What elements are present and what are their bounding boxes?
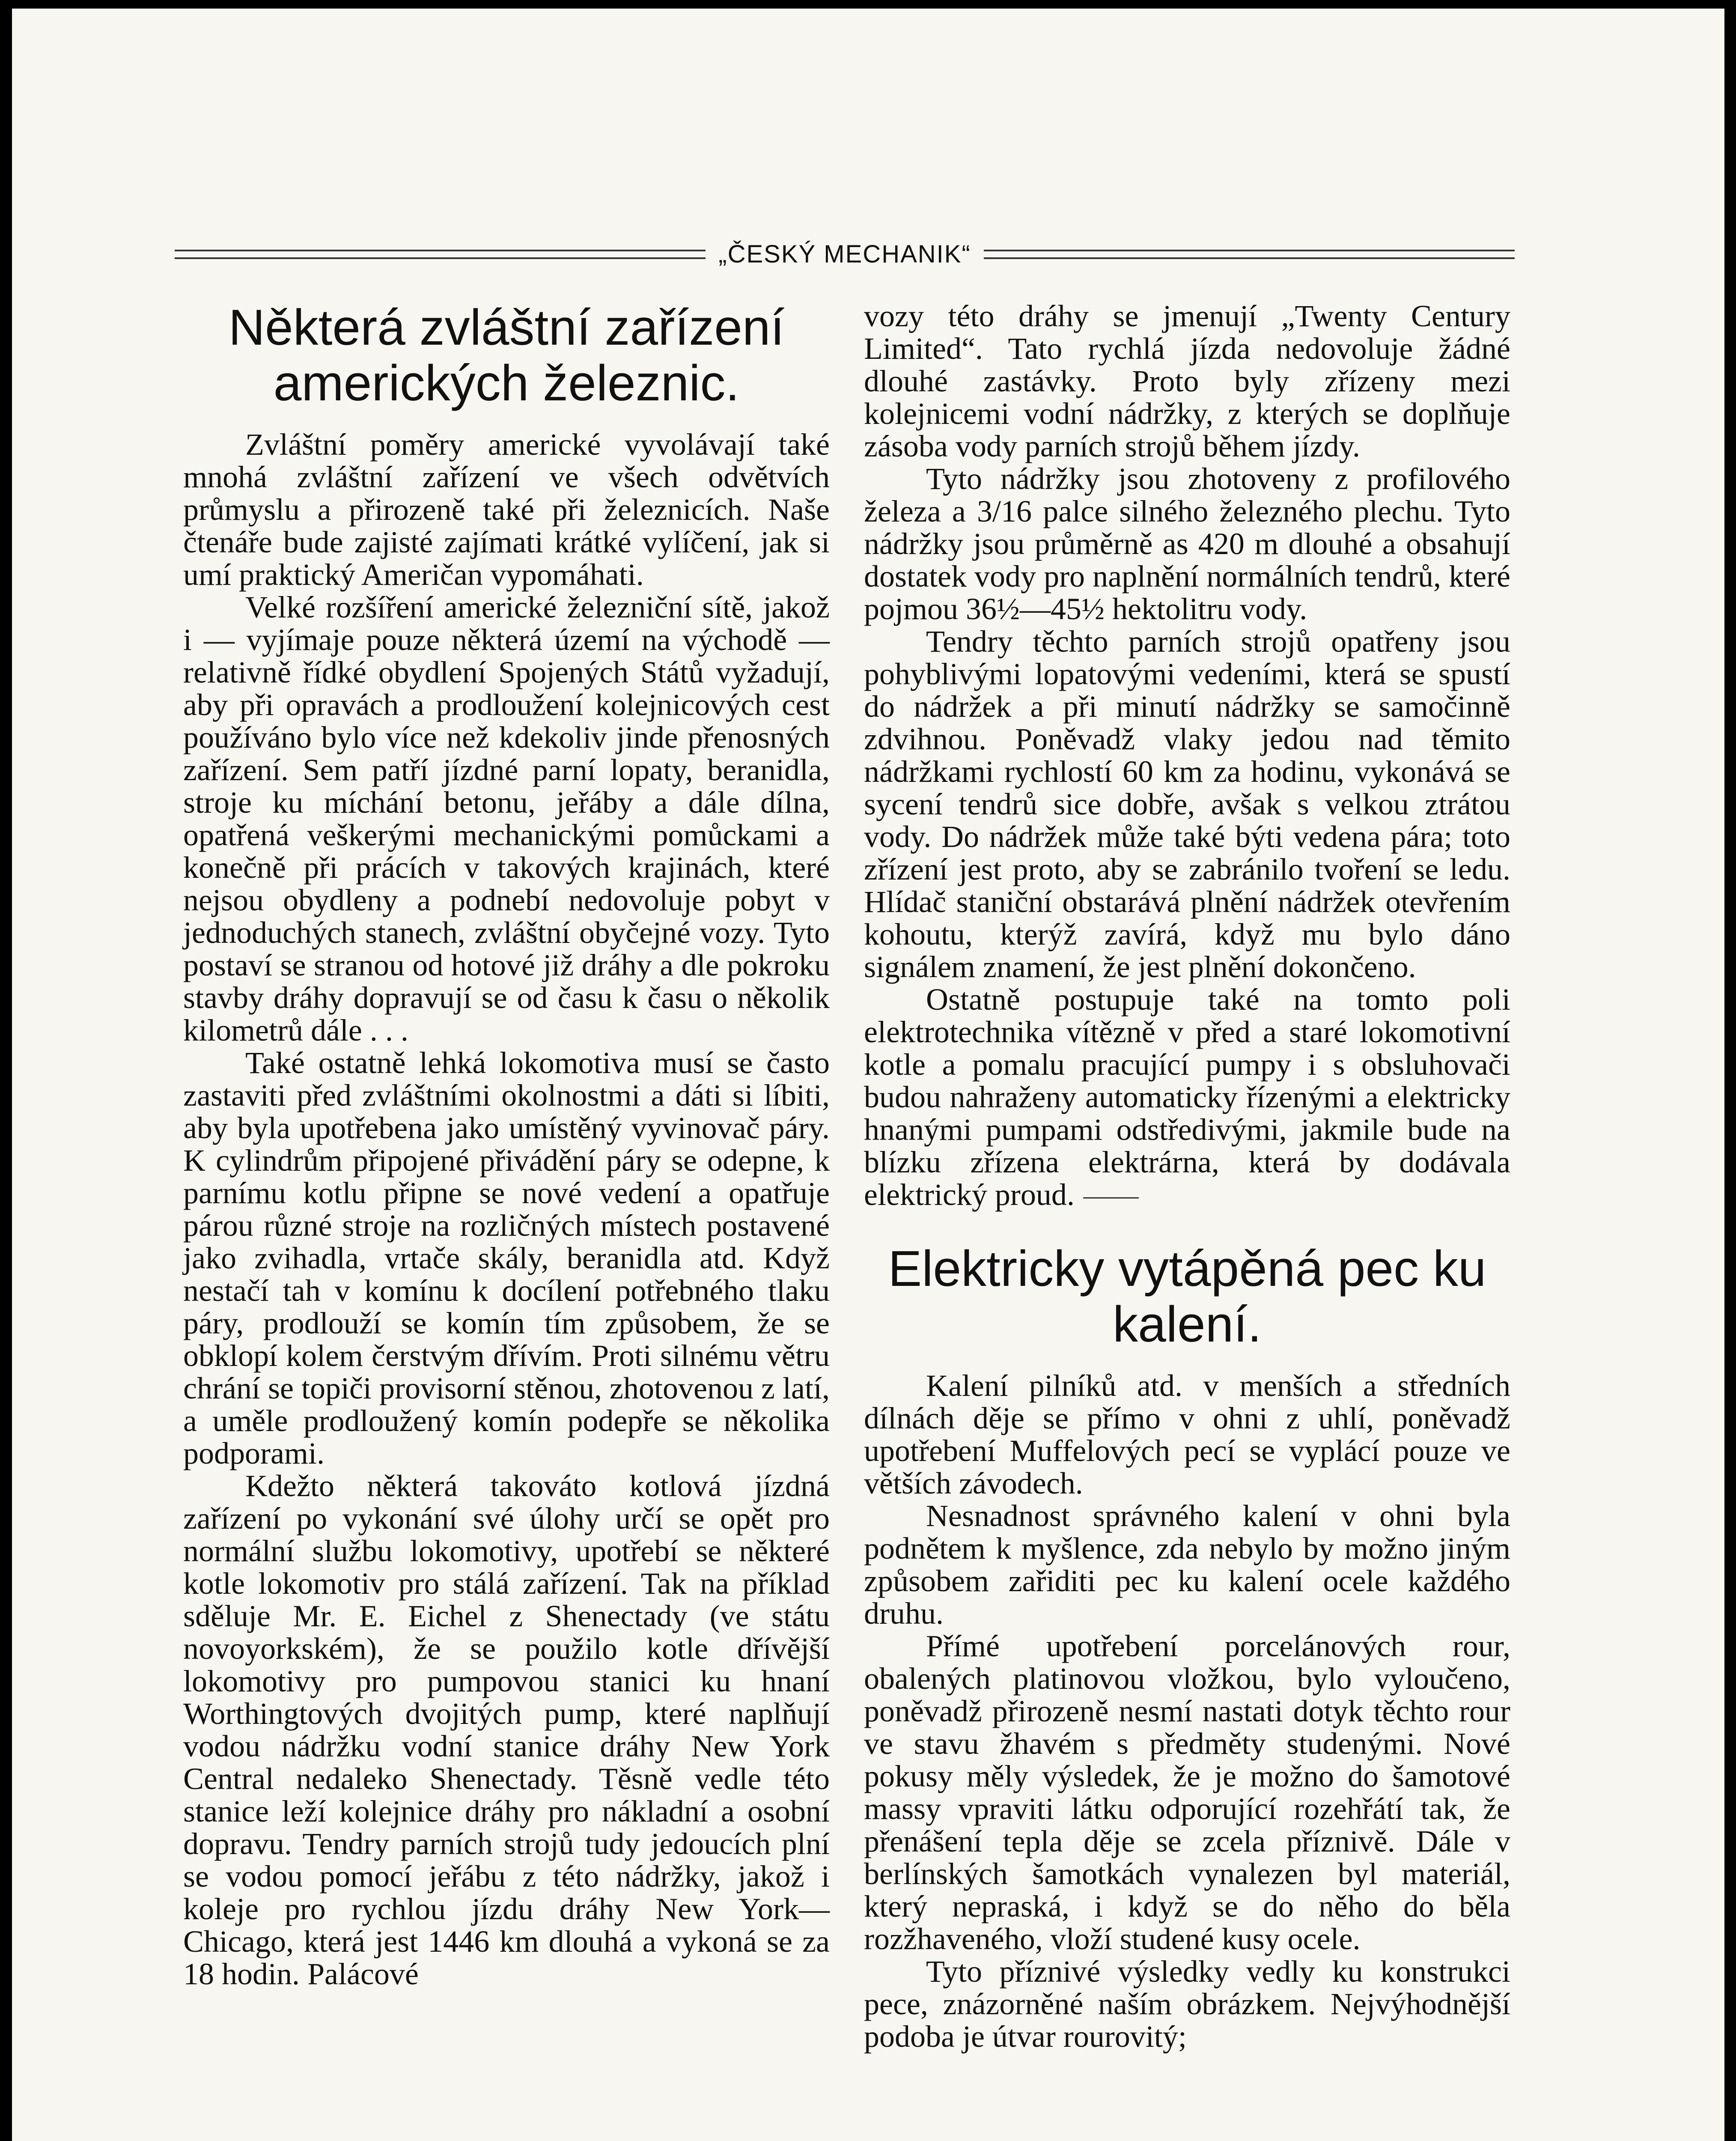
header-rule-right [984, 250, 1515, 259]
article2-title: Elektricky vytápěná pec ku kalení. [888, 1240, 1486, 1353]
article1-paragraph-3: Také ostatně lehká lokomotiva musí se často zastaviti před zvláštními okolnostmi a dáti si líbiti, aby byla upotřebena jako umístěný vyvinovač páry. K cylindrům připojené přivádění páry se odepne, k parnímu kotlu připne se nové vedení a opatřuje párou různé stroje na rozličných místech postavené jako zvihadla, vrtače skály, beranidla atd. Když nestačí tah v komínu k docílení potřebného tlaku páry, prodlouží se komín tím způsobem, že se obklopí kolem čerstvým dřívím. Proti silnému větru chrání se topiči provisorní stěnou, zhotovenou z latí, a uměle prodloužený komín podepře se několika podporami. [183, 1046, 830, 1470]
document-page [12, 9, 1724, 2141]
article1-paragraph-1: Zvláštní poměry americké vyvolávají také mnohá zvláštní zařízení ve všech odvětvích průmyslu a přirozeně také při železnicích. Naše čtenáře bude zajisté zajímati krátké vylíčení, jak si umí praktický Američan vypomáhati. [183, 427, 830, 592]
header-rule-left [175, 250, 706, 259]
left-column [183, 300, 830, 1990]
article1-title: Některá zvláštní zařízení amerických železnic. [228, 299, 785, 412]
article1-paragraph-6: Tyto nádržky jsou zhotoveny z profilového železa a 3/16 palce silného železného plechu. Tyto nádržky jsou průměrně as 420 m dlouhé a obsahují dostatek vody pro naplnění normálních tendrů, které pojmou 36½—45½ hektolitru vody. [864, 462, 1510, 626]
article1-paragraph-8-text: Ostatně postupuje také na tomto poli elektrotechnika vítězně v před a staré lokomotivní kotle a pomalu pracující pumpy i s obsluhovači budou nahraženy automaticky řízenými a elektricky hnanými pumpami odstředivými, jakmile bude na blízku zřízena elektrárna, která by dodávala elektrický proud. [864, 982, 1510, 1212]
article1-paragraph-7: Tendry těchto parních strojů opatřeny jsou pohyblivými lopatovými vedeními, která se spustí do nádržek a při minutí nádržky se samočinně zdvihnou. Poněvadž vlaky jedou nad těmito nádržkami rychlostí 60 km za hodinu, vykonává se sycení tendrů sice dobře, avšak s velkou ztrátou vody. Do nádržek může také býti vedena pára; toto zřízení jest proto, aby se zabránilo tvoření se ledu. Hlídač staniční obstarává plnění nádržek otevřením kohoutu, kterýž zavírá, když mu bylo dáno signálem znamení, že jest plnění dokončeno. [864, 624, 1510, 984]
article1-paragraph-4: Kdežto některá takováto kotlová jízdná zařízení po vykonání své úlohy určí se opět pro normální službu lokomotivy, upotřebí se některé kotle lokomotiv pro stálá zařízení. Tak na příklad sděluje Mr. E. Eichel z Shenectady (ve státu novoyorkském), že se použilo kotle dřívější lokomotivy pro pumpovou stanici ku hnaní Worthingtových dvojitých pump, které naplňují vodou nádržku vodní stanice dráhy New York Central nedaleko Shenectady. Těsně vedle této stanice leží kolejnice dráhy pro nákladní a osobní dopravu. Tendry parních strojů tudy jedoucích plní se vodou pomocí jeřábu z této nádržky, jakož i koleje pro rychlou jízdu dráhy New York—Chicago, která jest 1446 km dlouhá a vykoná se za 18 hodin. Palácové [183, 1469, 830, 1991]
article2-paragraph-3: Přímé upotřebení porcelánových rour, obalených platinovou vložkou, bylo vyloučeno, poněvadž přirozeně nesmí nastati dotyk těchto rour ve stavu žhavém s předměty studenými. Nové pokusy měly výsledek, že je možno do šamotové massy vpraviti látku odporující rozehřátí tak, že přenášení tepla děje se zcela příznivě. Dále v berlínských šamotkách vynalezen byl materiál, který nepraská, i když se do něho do běla rozžhaveného, vloží studené kusy ocele. [864, 1629, 1510, 1956]
article-separator [1083, 1197, 1139, 1199]
article2-paragraph-1: Kalení pilníků atd. v menších a středních dílnách děje se přímo v ohni z uhlí, poněvadž upotřebení Muffelových pecí se vyplácí pouze ve větších závodech. [864, 1369, 1510, 1500]
journal-name: „ČESKÝ MECHANIK“ [718, 240, 971, 268]
right-column [864, 300, 1510, 2053]
article1-paragraph-2: Velké rozšíření americké železniční sítě, jakož i — vyjímaje pouze některá území na východě — relativně řídké obydlení Spojených Států vyžadují, aby při opravách a prodloužení kolejnicových cest používáno bylo více než kdekoliv jinde přenosných zařízení. Sem patří jízdné parní lopaty, beranidla, stroje ku míchání betonu, jeřáby a dále dílna, opatřená veškerými mechanickými pomůckami a konečně při prácích v takových krajinách, které nejsou obydleny a podnebí nedovoluje pobyt v jednoduchých stanech, zvláštní obyčejné vozy. Tyto postaví se stranou od hotové již dráhy a dle pokroku stavby dráhy dopravují se od času k času o několik kilometrů dále . . . [183, 590, 830, 1047]
running-header [175, 240, 1515, 268]
article2-paragraph-2: Nesnadnost správného kalení v ohni byla podnětem k myšlence, zda nebylo by možno jiným způsobem zařiditi pec ku kalení ocele každého druhu. [864, 1499, 1510, 1631]
article2-paragraph-4: Tyto příznivé výsledky vedly ku konstrukci pece, znázorněné naším obrázkem. Nejvýhodnější podoba je útvar rourovitý; [864, 1954, 1510, 2054]
article1-paragraph-8 [864, 983, 1510, 1211]
article1-paragraph-5: vozy této dráhy se jmenují „Twenty Century Limited“. Tato rychlá jízda nedovoluje žádné dlouhé zastávky. Proto byly zřízeny mezi kolejnicemi vodní nádržky, z kterých se doplňuje zásoba vody parních strojů během jízdy. [864, 299, 1510, 463]
